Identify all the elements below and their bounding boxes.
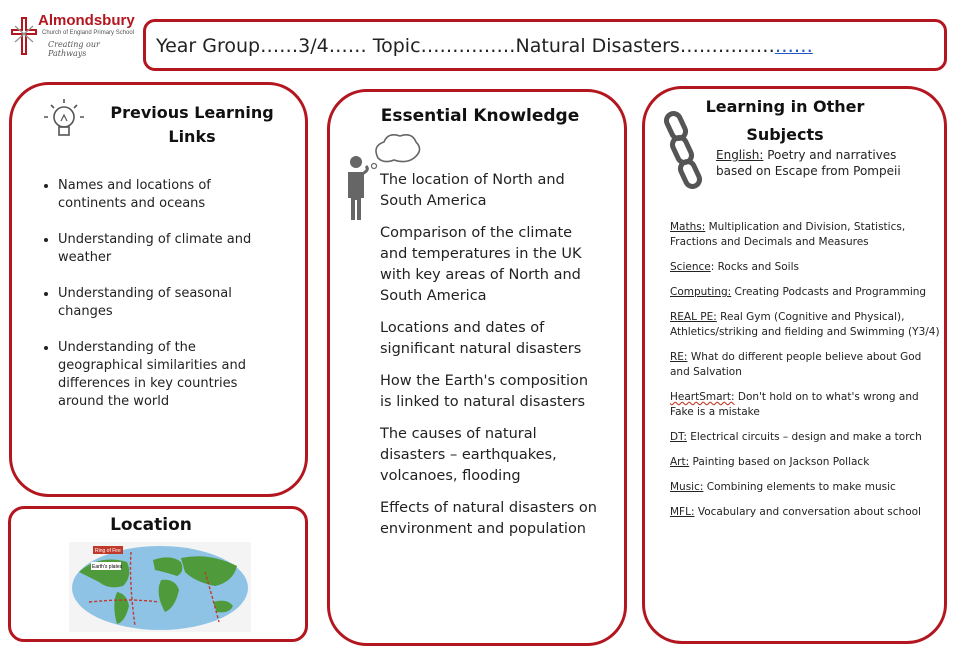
subject-text: Electrical circuits – design and make a torch [690, 431, 922, 443]
header-box [143, 19, 947, 71]
subject-item-science [670, 260, 940, 275]
essential-knowledge-list [380, 170, 600, 551]
subject-item-dt [670, 430, 940, 445]
subject-item-heartsmart [670, 390, 940, 420]
subject-label: REAL PE: [670, 311, 717, 323]
list-item: Locations and dates of significant natural disasters [380, 320, 582, 357]
map-label-plates: Earth's plates [92, 564, 123, 570]
header-line [156, 35, 813, 57]
subject-text: What do different people believe about God and Salvation [670, 351, 922, 378]
subject-text: Real Gym (Cognitive and Physical), Athletics/striking and fielding and Swimming (Y3/4) [670, 311, 940, 338]
subject-item-re [670, 350, 940, 380]
other-subjects-panel [642, 86, 947, 644]
list-item: • Names and locations of continents and oceans [58, 177, 283, 213]
list-item: • Understanding of seasonal changes [58, 285, 283, 321]
subject-text: Painting based on Jackson Pollack [692, 456, 870, 468]
header-link[interactable]: …… [774, 35, 813, 57]
list-item: Comparison of the climate and temperatures in the UK with key areas of North and South America [380, 225, 582, 304]
world-map-image [69, 542, 251, 632]
subject-item-music [670, 480, 940, 495]
school-motto: Creating our Pathways [48, 40, 100, 58]
school-subtitle: Church of England Primary School [42, 30, 135, 36]
english-text: Poetry and narratives based on Escape from Pompeii [716, 148, 901, 178]
essential-knowledge-panel [327, 89, 627, 646]
chain-link-icon [657, 111, 711, 195]
subject-label: RE: [670, 351, 688, 363]
subject-text: Multiplication and Division, Statistics, Fractions and Decimals and Measures [670, 221, 906, 248]
cross-icon [10, 16, 38, 56]
year-topic-text: Year Group……3/4…… Topic……………Natural Disasters…………… [156, 35, 775, 57]
subject-item-computing [670, 285, 940, 300]
list-item: The causes of natural disasters – earthquakes, volcanoes, flooding [380, 426, 557, 484]
other-subjects-title: Learning in Other Subjects [705, 97, 865, 144]
previous-learning-title: Previous Learning Links [110, 103, 274, 146]
english-label: English: [716, 148, 764, 162]
location-title: Location [110, 515, 192, 535]
map-label-ring-of-fire: Ring of Fire [95, 548, 121, 554]
subject-item-pe [670, 310, 940, 340]
list-item: • Understanding of the geographical similarities and differences in key countries around the world [58, 339, 283, 411]
previous-learning-list [58, 177, 283, 429]
subject-text: Combining elements to make music [706, 481, 896, 493]
subject-text: : Rocks and Soils [710, 261, 799, 273]
english-subject [716, 147, 936, 179]
list-item: How the Earth's composition is linked to natural disasters [380, 373, 589, 410]
lightbulb-icon [42, 97, 86, 145]
school-logo [8, 10, 133, 68]
subject-item-mfl [670, 505, 940, 520]
list-item: Effects of natural disasters on environment and population [380, 500, 597, 537]
subject-item-art [670, 455, 940, 470]
subject-text: Don't hold on to what's wrong and Fake is a mistake [670, 391, 919, 418]
subject-label: HeartSmart: [670, 391, 735, 403]
location-panel [8, 506, 308, 642]
subject-item-maths [670, 220, 940, 250]
list-item: The location of North and South America [380, 172, 565, 209]
subject-label: MFL: [670, 506, 695, 518]
previous-learning-panel [9, 82, 308, 497]
list-item: • Understanding of climate and weather [58, 231, 283, 267]
subject-label: Maths: [670, 221, 706, 233]
subject-label: Science [670, 261, 711, 273]
subject-label: Art: [670, 456, 690, 468]
subject-label: DT: [670, 431, 687, 443]
essential-knowledge-title: Essential Knowledge [380, 106, 580, 126]
subject-text: Vocabulary and conversation about school [697, 506, 921, 518]
school-name: Almondsbury [38, 12, 135, 29]
subject-text: Creating Podcasts and Programming [734, 286, 927, 298]
subjects-list [670, 220, 940, 530]
subject-label: Music: [670, 481, 704, 493]
subject-label: Computing: [670, 286, 732, 298]
